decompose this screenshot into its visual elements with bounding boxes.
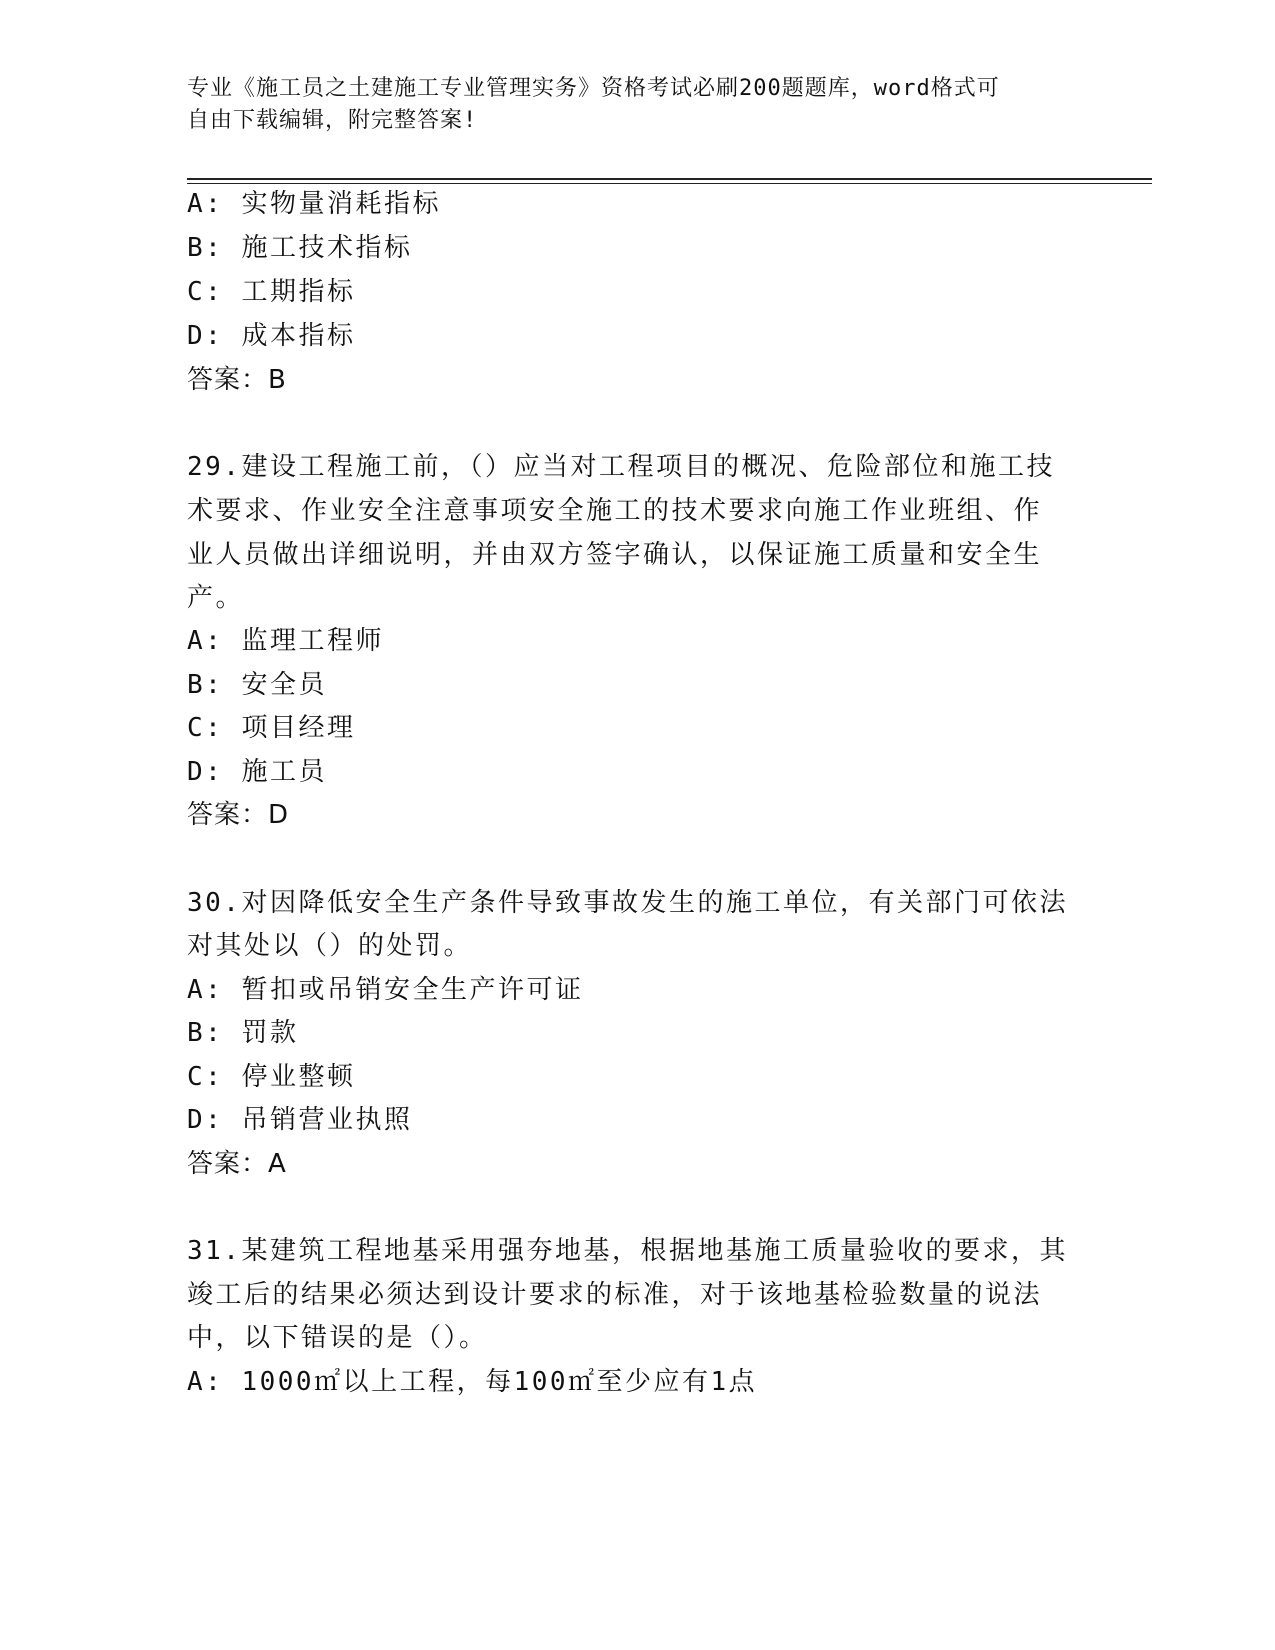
q28-option-c: C: 工期指标 bbox=[187, 277, 356, 307]
q28-option-d: D: 成本指标 bbox=[187, 321, 356, 351]
q28-answer: 答案：B bbox=[187, 365, 287, 395]
q29-stem-line-2: 术要求、作业安全注意事项安全施工的技术要求向施工作业班组、作 bbox=[187, 496, 1043, 526]
q29-stem-line-4: 产。 bbox=[187, 583, 245, 613]
header-line-2: 自由下载编辑，附完整答案! bbox=[187, 108, 478, 133]
q30-option-c: C: 停业整顿 bbox=[187, 1062, 356, 1092]
q31-stem-line-3: 中，以下错误的是（）。 bbox=[187, 1323, 488, 1353]
header-line-1: 专业《施工员之土建施工专业管理实务》资格考试必刷200题题库，word格式可 bbox=[187, 76, 1000, 101]
q30-answer: 答案：A bbox=[187, 1149, 287, 1179]
header-divider-thick bbox=[187, 178, 1152, 180]
q28-option-b: B: 施工技术指标 bbox=[187, 233, 413, 263]
header-divider-thin bbox=[187, 183, 1152, 184]
q29-option-b: B: 安全员 bbox=[187, 670, 327, 700]
q28-option-a: A: 实物量消耗指标 bbox=[187, 189, 441, 219]
document-header bbox=[187, 73, 1067, 137]
q29-option-c: C: 项目经理 bbox=[187, 713, 356, 743]
q29-answer: 答案：D bbox=[187, 800, 290, 830]
q31-stem-line-1: 31.某建筑工程地基采用强夯地基，根据地基施工质量验收的要求，其 bbox=[187, 1236, 1068, 1266]
q30-stem-line-1: 30.对因降低安全生产条件导致事故发生的施工单位，有关部门可依法 bbox=[187, 888, 1068, 918]
q30-option-b: B: 罚款 bbox=[187, 1018, 299, 1048]
q30-option-d: D: 吊销营业执照 bbox=[187, 1105, 413, 1135]
q29-option-d: D: 施工员 bbox=[187, 757, 327, 787]
q29-stem-line-1: 29.建设工程施工前，（）应当对工程项目的概况、危险部位和施工技 bbox=[187, 452, 1055, 482]
q31-option-a: A: 1000㎡以上工程，每100㎡至少应有1点 bbox=[187, 1367, 758, 1397]
q30-option-a: A: 暂扣或吊销安全生产许可证 bbox=[187, 975, 584, 1005]
q31-stem-line-2: 竣工后的结果必须达到设计要求的标准，对于该地基检验数量的说法 bbox=[187, 1280, 1043, 1310]
q30-stem-line-2: 对其处以（）的处罚。 bbox=[187, 931, 473, 961]
q29-option-a: A: 监理工程师 bbox=[187, 626, 384, 656]
q29-stem-line-3: 业人员做出详细说明，并由双方签字确认，以保证施工质量和安全生 bbox=[187, 540, 1043, 570]
